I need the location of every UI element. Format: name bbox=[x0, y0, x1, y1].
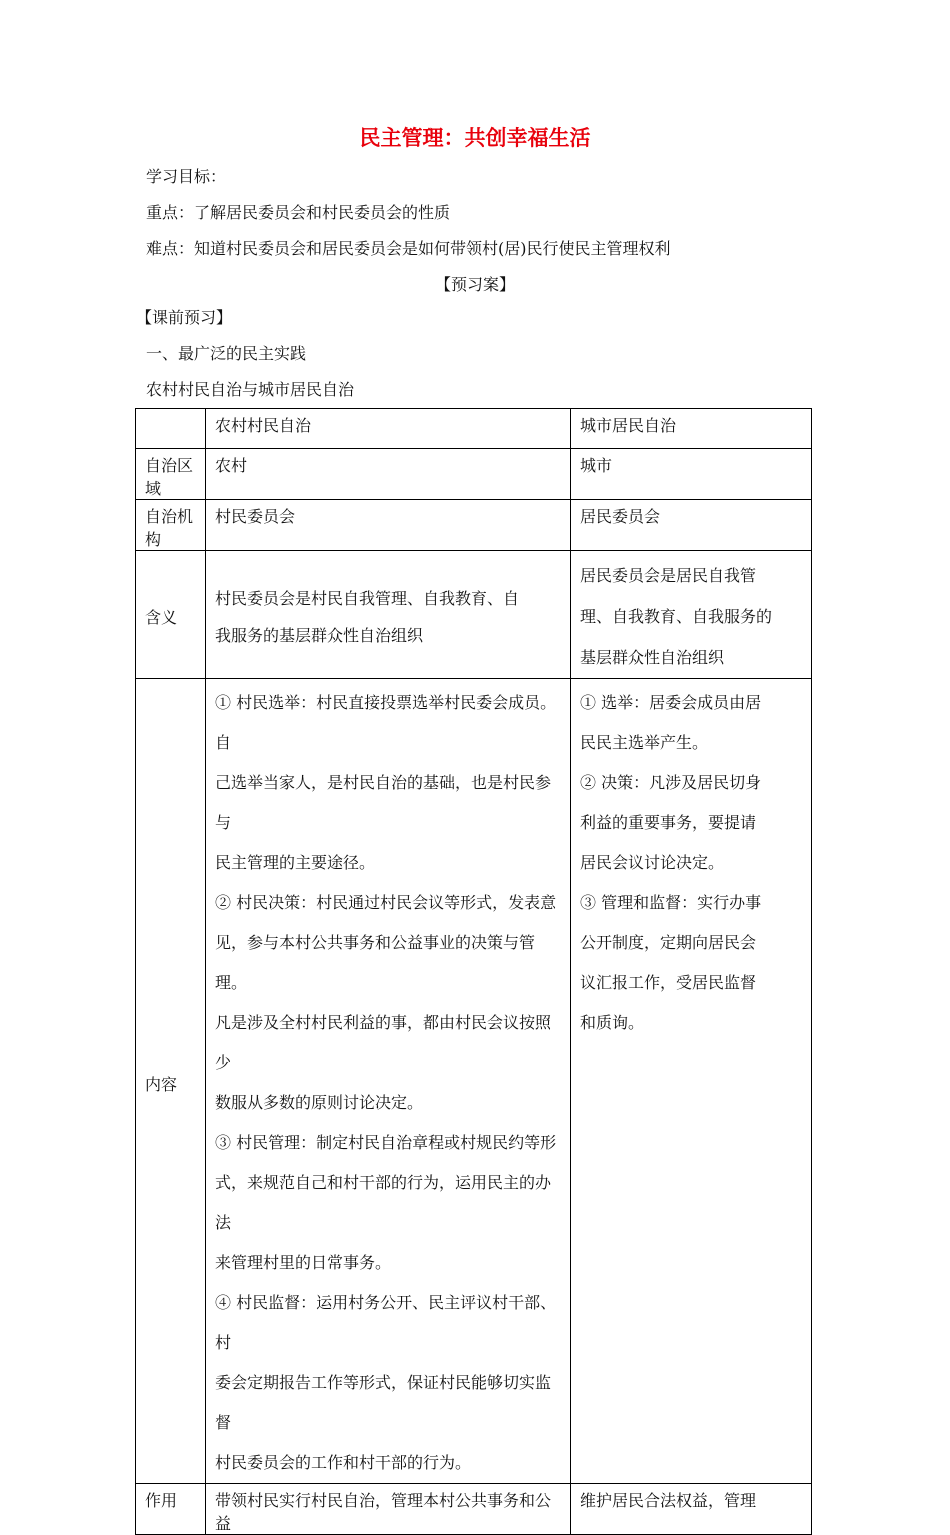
row-label-region: 自治区域 bbox=[136, 449, 206, 500]
city-function: 维护居民合法权益，管理 bbox=[571, 1484, 812, 1535]
village-content-line: 村民委员会的工作和村干部的行为。 bbox=[215, 1453, 472, 1472]
table-header-row bbox=[136, 409, 812, 449]
city-organ: 居民委员会 bbox=[571, 500, 812, 551]
village-content-line: ② 村民决策：村民通过村民会议等形式，发表意 bbox=[215, 893, 557, 912]
city-meaning bbox=[571, 551, 812, 679]
city-content-line: 居民会议讨论决定。 bbox=[580, 853, 725, 872]
table-row bbox=[136, 1484, 812, 1535]
city-content-line: ③ 管理和监督：实行办事 bbox=[580, 893, 762, 912]
page-title: 民主管理：共创幸福生活 bbox=[359, 126, 591, 150]
city-content-line: 利益的重要事务，要提请 bbox=[580, 813, 757, 832]
key-point: 重点：了解居民委员会和村民委员会的性质 bbox=[146, 203, 451, 222]
table-caption: 农村村民自治与城市居民自治 bbox=[146, 380, 355, 399]
table-row bbox=[136, 679, 812, 1484]
row-label-function: 作用 bbox=[136, 1484, 206, 1535]
village-content bbox=[206, 679, 571, 1484]
objectives-label: 学习目标： bbox=[146, 167, 227, 186]
header-cell-empty bbox=[136, 409, 206, 449]
city-content-line: 民民主选举产生。 bbox=[580, 733, 709, 752]
city-region: 城市 bbox=[571, 449, 812, 500]
village-content-line: ① 村民选举：村民直接投票选举村民委会成员。自 bbox=[215, 693, 557, 752]
header-cell-village: 农村村民自治 bbox=[206, 409, 571, 449]
table-row bbox=[136, 449, 812, 500]
village-content-line: 数服从多数的原则讨论决定。 bbox=[215, 1093, 424, 1112]
city-meaning-line: 居民委员会是居民自我管 bbox=[580, 566, 757, 585]
city-meaning-line: 理、自我教育、自我服务的 bbox=[580, 607, 773, 626]
village-content-line: 来管理村里的日常事务。 bbox=[215, 1253, 392, 1272]
table-row bbox=[136, 500, 812, 551]
row-label-content: 内容 bbox=[136, 679, 206, 1484]
village-content-line: 己选举当家人，是村民自治的基础，也是村民参与 bbox=[215, 773, 552, 832]
heading-one: 一、最广泛的民主实践 bbox=[146, 344, 307, 363]
city-content-line: ① 选举：居委会成员由居 bbox=[580, 693, 762, 712]
village-content-line: 民主管理的主要途径。 bbox=[215, 853, 376, 872]
village-content-line: 式，来规范自己和村干部的行为，运用民主的办法 bbox=[215, 1173, 552, 1232]
city-content-line: 和质询。 bbox=[580, 1013, 645, 1032]
city-meaning-line: 基层群众性自治组织 bbox=[580, 648, 725, 667]
village-meaning-line: 村民委员会是村民自我管理、自我教育、自 bbox=[215, 588, 520, 608]
comparison-table bbox=[135, 408, 812, 1535]
village-region: 农村 bbox=[206, 449, 571, 500]
difficult-point: 难点：知道村民委员会和居民委员会是如何带领村(居)民行使民主管理权利 bbox=[146, 239, 671, 258]
village-meaning-line: 我服务的基层群众性自治组织 bbox=[215, 625, 424, 645]
section-pre-class: 【课前预习】 bbox=[136, 308, 233, 327]
city-content-line: 公开制度，定期向居民会 bbox=[580, 933, 757, 952]
table-row bbox=[136, 551, 812, 679]
village-content-line: 凡是涉及全村村民利益的事，都由村民会议按照少 bbox=[215, 1013, 552, 1072]
village-function: 带领村民实行村民自治，管理本村公共事务和公益 bbox=[206, 1484, 571, 1535]
section-preview: 【预习案】 bbox=[434, 275, 515, 294]
village-meaning bbox=[206, 551, 571, 679]
village-content-line: 委会定期报告工作等形式，保证村民能够切实监督 bbox=[215, 1373, 552, 1432]
row-label-organ: 自治机构 bbox=[136, 500, 206, 551]
city-content bbox=[571, 679, 812, 1484]
village-organ: 村民委员会 bbox=[206, 500, 571, 551]
header-cell-city: 城市居民自治 bbox=[571, 409, 812, 449]
village-content-line: ④ 村民监督：运用村务公开、民主评议村干部、村 bbox=[215, 1293, 557, 1352]
village-content-line: 见，参与本村公共事务和公益事业的决策与管理。 bbox=[215, 933, 536, 992]
city-content-line: 议汇报工作，受居民监督 bbox=[580, 973, 757, 992]
city-content-line: ② 决策：凡涉及居民切身 bbox=[580, 773, 762, 792]
row-label-meaning: 含义 bbox=[136, 551, 206, 679]
village-content-line: ③ 村民管理：制定村民自治章程或村规民约等形 bbox=[215, 1133, 557, 1152]
